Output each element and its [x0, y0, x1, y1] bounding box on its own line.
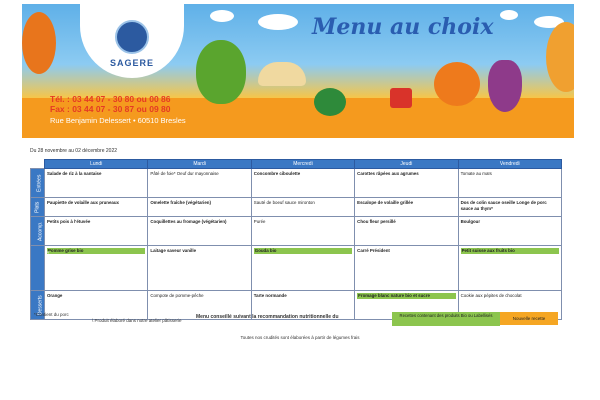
menu-cell: [355, 217, 458, 246]
menu-cell: [45, 217, 148, 246]
pastry-footnote: \ Produit élaboré dans notre atelier pâtisserie: [92, 318, 182, 323]
menu-cell: [148, 217, 251, 246]
legend-new-recipe: Nouvelle recette: [500, 312, 558, 325]
dish-name: Cookie aux pépites de chocolat: [460, 293, 522, 298]
menu-cell: [148, 246, 251, 291]
dish-name: Orange: [47, 293, 63, 298]
category-label: Plats: [34, 201, 41, 213]
menu-cell: [458, 198, 561, 217]
menu-cell: [355, 169, 458, 198]
mushroom-illustration: [258, 62, 306, 86]
category-label: Accomp.: [37, 221, 44, 241]
dish-name: Concombre ciboulette: [253, 171, 301, 176]
date-range: Du 28 novembre au 02 décembre 2022: [30, 148, 118, 154]
phone-number: Tél. : 03 44 07 - 30 80 ou 00 86: [50, 94, 171, 104]
cabbage-illustration: [314, 88, 346, 116]
tree-illustration: [22, 12, 56, 74]
table-row: [31, 246, 562, 291]
menu-cell: [251, 198, 354, 217]
crudites-note: Toutes nos crudités sont élaborées à partir de légumes frais: [240, 335, 360, 340]
cloud-decoration: [258, 14, 298, 30]
logo-text: SAGERE: [109, 58, 154, 68]
pumpkin-illustration: [434, 62, 480, 106]
grapes-illustration: [488, 60, 522, 112]
dish-name-bio: Gouda bio: [254, 248, 352, 254]
menu-cell: [45, 169, 148, 198]
dish-name: Coquillettes au fromage (végétarien): [150, 219, 227, 224]
dish-name: Purée: [253, 219, 266, 224]
dish-name: Carottes râpées aux agrumes: [357, 171, 419, 176]
menu-cell: [148, 198, 251, 217]
dish-name: Sauté de boeuf sauce mironton: [253, 200, 315, 205]
menu-cell: [148, 169, 251, 198]
menu-cell: [45, 246, 148, 291]
menu-cell: [251, 169, 354, 198]
category-label: Entrées: [36, 174, 43, 192]
tractor-illustration: [390, 88, 412, 108]
dish-name: Pâté de foie* Oeuf dur mayonnaise: [150, 171, 219, 176]
category-cell: [31, 217, 45, 246]
dish-name: Chou fleur persillé: [357, 219, 396, 224]
dish-name: Dos de colin sauce oseille Longe de porc sauce au thym*: [460, 200, 547, 211]
dish-name: Paupiette de volaille aux pruneaux: [47, 200, 119, 205]
day-header: Jeudi: [355, 160, 458, 169]
pear-illustration: [196, 40, 246, 104]
day-header: Mardi: [148, 160, 251, 169]
dish-name-bio: Petit suisse aux fruits bio: [461, 248, 559, 254]
menu-cell: [355, 246, 458, 291]
dish-name: Tarte normande: [253, 293, 287, 298]
menu-cell: [458, 217, 561, 246]
menu-cell: [45, 198, 148, 217]
category-label: Produits laitiers: [44, 250, 51, 286]
day-header: Mercredi: [251, 160, 354, 169]
dish-name: Omelette fraîche (végétarien): [150, 200, 211, 205]
cloud-decoration: [210, 10, 234, 22]
day-header: Lundi: [45, 160, 148, 169]
category-cell: [31, 246, 51, 291]
menu-cell: [355, 198, 458, 217]
nutrition-footnote: Menu conseillé suivant la recommandation nutritionnelle du: [196, 314, 339, 320]
dish-name: Tomate au maïs: [460, 171, 492, 176]
fax-number: Fax : 03 44 07 - 30 87 ou 09 80: [50, 104, 171, 114]
menu-cell: [251, 246, 354, 291]
category-label: Desserts: [37, 295, 44, 315]
tree-illustration: [546, 22, 574, 92]
dish-name-bio: Fromage blanc nature bio et sucre: [357, 293, 455, 299]
logo-icon: [115, 20, 149, 54]
address: Rue Benjamin Delessert • 60510 Bresles: [50, 116, 186, 125]
day-header: Vendredi: [458, 160, 561, 169]
cloud-decoration: [500, 10, 518, 20]
menu-cell: [251, 217, 354, 246]
pork-footnote: *Contient du porc: [34, 312, 69, 317]
dish-name: Escalope de volaille grillée: [357, 200, 414, 205]
category-cell: [31, 198, 45, 217]
page-title: Menu au choix: [312, 14, 494, 40]
menu-cell: [458, 169, 561, 198]
dish-name: Compote de pomme-pêche: [150, 293, 204, 298]
menu-table: [30, 159, 562, 320]
category-cell: [31, 169, 45, 198]
dish-name: Carré Président: [357, 248, 390, 253]
table-row: [31, 217, 562, 246]
menu-cell: [458, 246, 561, 291]
table-row: [31, 198, 562, 217]
dish-name: Laitage saveur vanille: [150, 248, 197, 253]
legend-bio: Recettes contenant des produits Bio ou Labellisés: [392, 312, 500, 326]
dish-name: Salade de riz à la nantaise: [47, 171, 102, 176]
dish-name-bio: Pomme grise bio: [47, 248, 145, 254]
dish-name: Petits pois à l'étuvée: [47, 219, 91, 224]
dish-name: Boulgour: [460, 219, 481, 224]
header-banner: [22, 4, 574, 138]
table-row: [31, 169, 562, 198]
table-corner: [31, 160, 45, 169]
